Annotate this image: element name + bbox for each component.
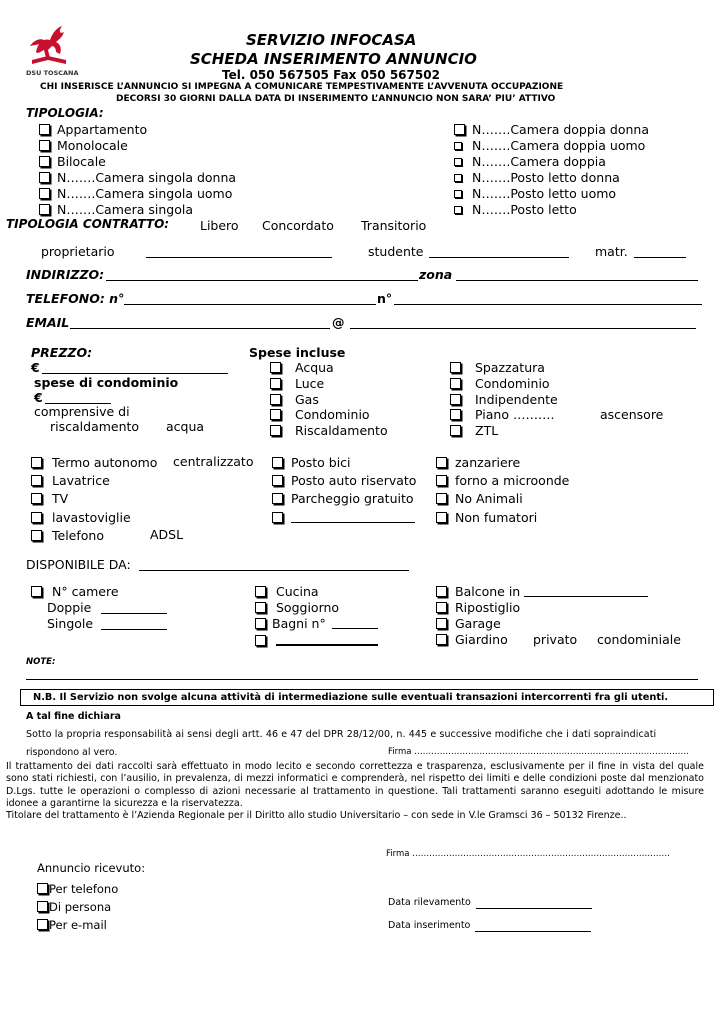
header-notice-1: CHI INSERISCE L’ANNUNCIO SI IMPEGNA A COMUNICARE TEMPESTIVAMENTE L’AVVENUTA OCCUPAZIONE xyxy=(40,82,564,92)
checkbox-icon[interactable] xyxy=(270,409,281,420)
checkbox-icon[interactable] xyxy=(450,394,461,405)
checkbox-icon[interactable] xyxy=(272,457,283,468)
data-rilevamento-field[interactable] xyxy=(476,897,592,909)
prezzo-label: PREZZO: xyxy=(31,345,93,360)
servizi-col2 xyxy=(272,454,416,527)
servizi-option[interactable]: No Animali xyxy=(436,490,569,508)
servizi-option[interactable]: zanzariere xyxy=(436,454,569,472)
ricevuto-options xyxy=(37,880,118,934)
doppie-label: Doppie xyxy=(47,600,92,615)
email-label: EMAIL xyxy=(26,315,70,330)
matr-label: matr. xyxy=(595,244,628,259)
checkbox-icon[interactable] xyxy=(31,493,42,504)
condominio-euro: € xyxy=(34,390,43,405)
checkbox-icon[interactable] xyxy=(39,156,50,167)
doppie-field[interactable] xyxy=(101,600,167,614)
checkbox-icon[interactable] xyxy=(270,394,281,405)
dsu-logo xyxy=(26,22,79,78)
title-scheda: SCHEDA INSERIMENTO ANNUNCIO xyxy=(190,50,477,68)
spese-option[interactable]: Acqua xyxy=(270,360,388,376)
checkbox-icon[interactable] xyxy=(31,457,42,468)
tipologia-option[interactable]: N…….Camera doppia uomo xyxy=(454,138,649,154)
telefono-label: TELEFONO: n° xyxy=(26,291,125,306)
checkbox-icon[interactable] xyxy=(37,901,48,912)
spese-option[interactable]: Luce xyxy=(270,376,388,392)
telefono2-label: n° xyxy=(377,291,393,306)
ricevuto-option[interactable]: Per telefono xyxy=(37,880,118,898)
tipologia-option[interactable]: N…….Camera doppia xyxy=(454,154,649,170)
condominio-label: spese di condominio xyxy=(34,375,179,390)
servizi-option[interactable]: Posto bici xyxy=(272,454,416,472)
prezzo-field[interactable] xyxy=(42,360,228,374)
checkbox-icon[interactable] xyxy=(255,586,266,597)
footer-firma[interactable]: Firma ………………………………………………………………………………. xyxy=(386,849,670,859)
spese-option[interactable]: Indipendente xyxy=(450,392,558,408)
stanze-col2 xyxy=(255,584,378,649)
stanze-option[interactable]: Cucina xyxy=(255,584,378,600)
stanze-option[interactable]: Garage xyxy=(436,616,648,632)
contratto-libero[interactable]: Libero xyxy=(200,218,239,233)
checkbox-icon[interactable] xyxy=(255,618,266,629)
spese-label: Spese incluse xyxy=(249,345,346,360)
other-field[interactable] xyxy=(291,510,415,523)
servizi-option-other[interactable] xyxy=(272,509,416,527)
checkbox-icon[interactable] xyxy=(436,457,447,468)
checkbox-icon[interactable] xyxy=(454,174,462,182)
data-inserimento-label: Data inserimento xyxy=(388,920,471,931)
tipologia-option[interactable]: Bilocale xyxy=(39,154,236,170)
checkbox-icon[interactable] xyxy=(272,512,283,523)
other-field[interactable] xyxy=(276,632,378,646)
zona-label: zona xyxy=(419,267,453,282)
checkbox-icon[interactable] xyxy=(436,602,447,613)
spese-option[interactable]: Gas xyxy=(270,392,388,408)
spese-option[interactable]: ZTL xyxy=(450,423,558,439)
servizi-option[interactable]: Posto auto riservato xyxy=(272,472,416,490)
checkbox-icon[interactable] xyxy=(31,530,42,541)
checkbox-icon[interactable] xyxy=(39,140,50,151)
servizi-option[interactable]: Termo autonomo xyxy=(31,454,157,472)
pegasus-logo-icon xyxy=(26,22,72,66)
adsl-option[interactable]: ADSL xyxy=(150,527,184,542)
checkbox-icon[interactable] xyxy=(272,475,283,486)
checkbox-icon[interactable] xyxy=(255,602,266,613)
giardino-privato[interactable]: privato xyxy=(533,632,578,647)
studente-label: studente xyxy=(368,244,424,259)
spese-option[interactable]: Spazzatura xyxy=(450,360,558,376)
telefono2-field[interactable] xyxy=(394,291,702,305)
condominio-field[interactable] xyxy=(45,390,111,404)
ricevuto-option[interactable]: Per e-mail xyxy=(37,916,118,934)
header-phone: Tel. 050 567505 Fax 050 567502 xyxy=(222,68,440,82)
checkbox-icon[interactable] xyxy=(31,512,42,523)
tipologia-option[interactable]: N…….Camera singola uomo xyxy=(39,186,236,202)
checkbox-icon[interactable] xyxy=(454,124,465,135)
checkbox-icon[interactable] xyxy=(454,206,462,214)
dichiara-text-2: rispondono al vero. xyxy=(26,747,118,758)
privacy-text: Il trattamento dei dati raccolti sarà effettuato in modo lecito e secondo correttezza e trasparenza, esclusivamente per il fine in vista del quale sono stati richiesti, con l’ausilio, in prevalenza, di mezzi informatici e comprenderà, nel rispetto dei limiti e delle condizioni poste dal menzionato D.Lgs. tutte le operazioni o complesso di azioni necessarie al trattamento in questione. Tali trattamenti saranno eseguiti adottando le misure idonee a garantirne la sicurezza e la riservatezza. xyxy=(6,761,704,809)
spese-col1 xyxy=(270,360,388,439)
prezzo-euro: € xyxy=(31,360,40,375)
indirizzo-field[interactable] xyxy=(106,267,418,281)
stanze-option-other[interactable] xyxy=(255,632,378,649)
centralizzato-option[interactable]: centralizzato xyxy=(173,454,254,469)
checkbox-icon[interactable] xyxy=(272,493,283,504)
checkbox-icon[interactable] xyxy=(270,378,281,389)
tipologia-option[interactable]: N…….Posto letto uomo xyxy=(454,186,649,202)
dichiara-text-1: Sotto la propria responsabilità ai sensi degli artt. 46 e 47 del DPR 28/12/00, n. 445 e successive modifiche che i dati sopraindicati xyxy=(26,729,657,740)
spese-option[interactable]: Condominio xyxy=(270,407,388,423)
tipologia-right-list xyxy=(454,122,649,218)
servizi-option[interactable]: forno a microonde xyxy=(436,472,569,490)
stanze-option[interactable]: Giardino xyxy=(436,632,648,648)
checkbox-icon[interactable] xyxy=(31,586,42,597)
servizi-option[interactable]: lavastoviglie xyxy=(31,509,157,527)
stanze-option[interactable]: Soggiorno xyxy=(255,600,378,616)
spese-option[interactable]: Condominio xyxy=(450,376,558,392)
spese-col2 xyxy=(450,360,558,439)
singole-field[interactable] xyxy=(101,616,167,630)
checkbox-icon[interactable] xyxy=(37,883,48,894)
nb-box xyxy=(20,689,714,706)
tipologia-option[interactable]: Monolocale xyxy=(39,138,236,154)
stanze-option[interactable]: Balcone in xyxy=(436,584,648,600)
bagni-field[interactable] xyxy=(332,616,378,629)
servizi-option[interactable]: Lavatrice xyxy=(31,472,157,490)
servizi-col3 xyxy=(436,454,569,527)
giardino-condominiale[interactable]: condominiale xyxy=(597,632,681,647)
balcone-field[interactable] xyxy=(524,584,648,597)
servizi-col1 xyxy=(31,454,157,545)
tipologia-option[interactable]: N…….Camera doppia donna xyxy=(454,122,649,138)
stanze-option[interactable]: Ripostiglio xyxy=(436,600,648,616)
nb-text: N.B. Il Servizio non svolge alcuna attività di intermediazione sulle eventuali transazioni intercorrenti fra gli utenti. xyxy=(33,692,669,703)
checkbox-icon[interactable] xyxy=(39,204,50,215)
checkbox-icon[interactable] xyxy=(436,512,447,523)
tipologia-option[interactable]: N…….Posto letto xyxy=(454,202,649,218)
checkbox-icon[interactable] xyxy=(270,425,281,436)
checkbox-icon[interactable] xyxy=(31,475,42,486)
checkbox-icon[interactable] xyxy=(436,475,447,486)
matr-field[interactable] xyxy=(634,244,686,258)
spese-option[interactable]: Riscaldamento xyxy=(270,423,388,439)
dichiara-title: A tal fine dichiara xyxy=(26,711,121,722)
tipologia-option[interactable]: N…….Posto letto donna xyxy=(454,170,649,186)
comprensive-riscaldamento[interactable]: riscaldamento xyxy=(50,419,140,434)
checkbox-icon[interactable] xyxy=(436,634,447,645)
checkbox-icon[interactable] xyxy=(255,635,266,646)
checkbox-icon[interactable] xyxy=(450,409,461,420)
servizi-option[interactable]: Parcheggio gratuito xyxy=(272,490,416,508)
disponibile-field[interactable] xyxy=(139,557,409,571)
checkbox-icon[interactable] xyxy=(37,919,48,930)
tipologia-label: TIPOLOGIA: xyxy=(26,106,104,120)
title-servizio: SERVIZIO INFOCASA xyxy=(246,31,417,49)
checkbox-icon[interactable] xyxy=(450,378,461,389)
telefono-field[interactable] xyxy=(124,291,376,305)
servizi-option[interactable]: Telefono xyxy=(31,527,157,545)
zona-field[interactable] xyxy=(456,267,698,281)
note-label: NOTE: xyxy=(26,657,56,667)
checkbox-icon[interactable] xyxy=(450,425,461,436)
header-notice-2: DECORSI 30 GIORNI DALLA DATA DI INSERIMENTO L’ANNUNCIO NON SARA’ PIU’ ATTIVO xyxy=(116,94,556,104)
checkbox-icon[interactable] xyxy=(454,190,462,198)
checkbox-icon[interactable] xyxy=(450,362,461,373)
tipologia-left-list xyxy=(39,122,236,218)
contratto-transitorio[interactable]: Transitorio xyxy=(361,218,427,233)
spese-option[interactable]: Piano ………. xyxy=(450,407,558,423)
checkbox-icon[interactable] xyxy=(454,158,462,166)
comprensive-acqua[interactable]: acqua xyxy=(166,419,205,434)
data-inserimento-field[interactable] xyxy=(475,920,591,932)
disponibile-label: DISPONIBILE DA: xyxy=(26,557,131,572)
dichiara-firma[interactable]: Firma ……………………………………………………………………………………. xyxy=(388,747,689,757)
data-rilevamento-label: Data rilevamento xyxy=(388,897,471,908)
checkbox-icon[interactable] xyxy=(39,124,50,135)
proprietario-field[interactable] xyxy=(146,244,332,258)
ricevuto-label: Annuncio ricevuto: xyxy=(37,861,146,875)
email-user-field[interactable] xyxy=(70,315,330,329)
checkbox-icon[interactable] xyxy=(270,362,281,373)
checkbox-icon[interactable] xyxy=(436,586,447,597)
tipologia-option[interactable]: Appartamento xyxy=(39,122,236,138)
logo-text: DSU TOSCANA xyxy=(26,69,79,77)
email-domain-field[interactable] xyxy=(350,315,696,329)
studente-field[interactable] xyxy=(429,244,569,258)
titolare-text: Titolare del trattamento è l’Azienda Regionale per il Diritto allo studio Universitario – con sede in V.le Gramsci 36 – 50132 Firenze.. xyxy=(6,810,627,821)
checkbox-icon[interactable] xyxy=(436,493,447,504)
singole-label: Singole xyxy=(47,616,94,631)
checkbox-icon[interactable] xyxy=(39,188,50,199)
checkbox-icon[interactable] xyxy=(39,172,50,183)
email-at: @ xyxy=(332,315,345,330)
comprensive-label: comprensive di xyxy=(34,404,130,419)
tipologia-option[interactable]: N…….Camera singola xyxy=(39,202,236,218)
indirizzo-label: INDIRIZZO: xyxy=(26,267,105,282)
tipologia-option[interactable]: N…….Camera singola donna xyxy=(39,170,236,186)
proprietario-label: proprietario xyxy=(41,244,115,259)
stanze-option[interactable]: Bagni n° xyxy=(255,616,378,632)
ascensore-option[interactable]: ascensore xyxy=(600,407,664,422)
camere-option[interactable]: N° camere xyxy=(31,584,119,599)
ricevuto-option[interactable]: Di persona xyxy=(37,898,118,916)
note-field[interactable] xyxy=(26,679,698,680)
servizi-option[interactable]: Non fumatori xyxy=(436,509,569,527)
servizi-option[interactable]: TV xyxy=(31,490,157,508)
contratto-concordato[interactable]: Concordato xyxy=(262,218,334,233)
checkbox-icon[interactable] xyxy=(436,618,447,629)
checkbox-icon[interactable] xyxy=(454,142,462,150)
contratto-label: TIPOLOGIA CONTRATTO: xyxy=(6,217,170,231)
